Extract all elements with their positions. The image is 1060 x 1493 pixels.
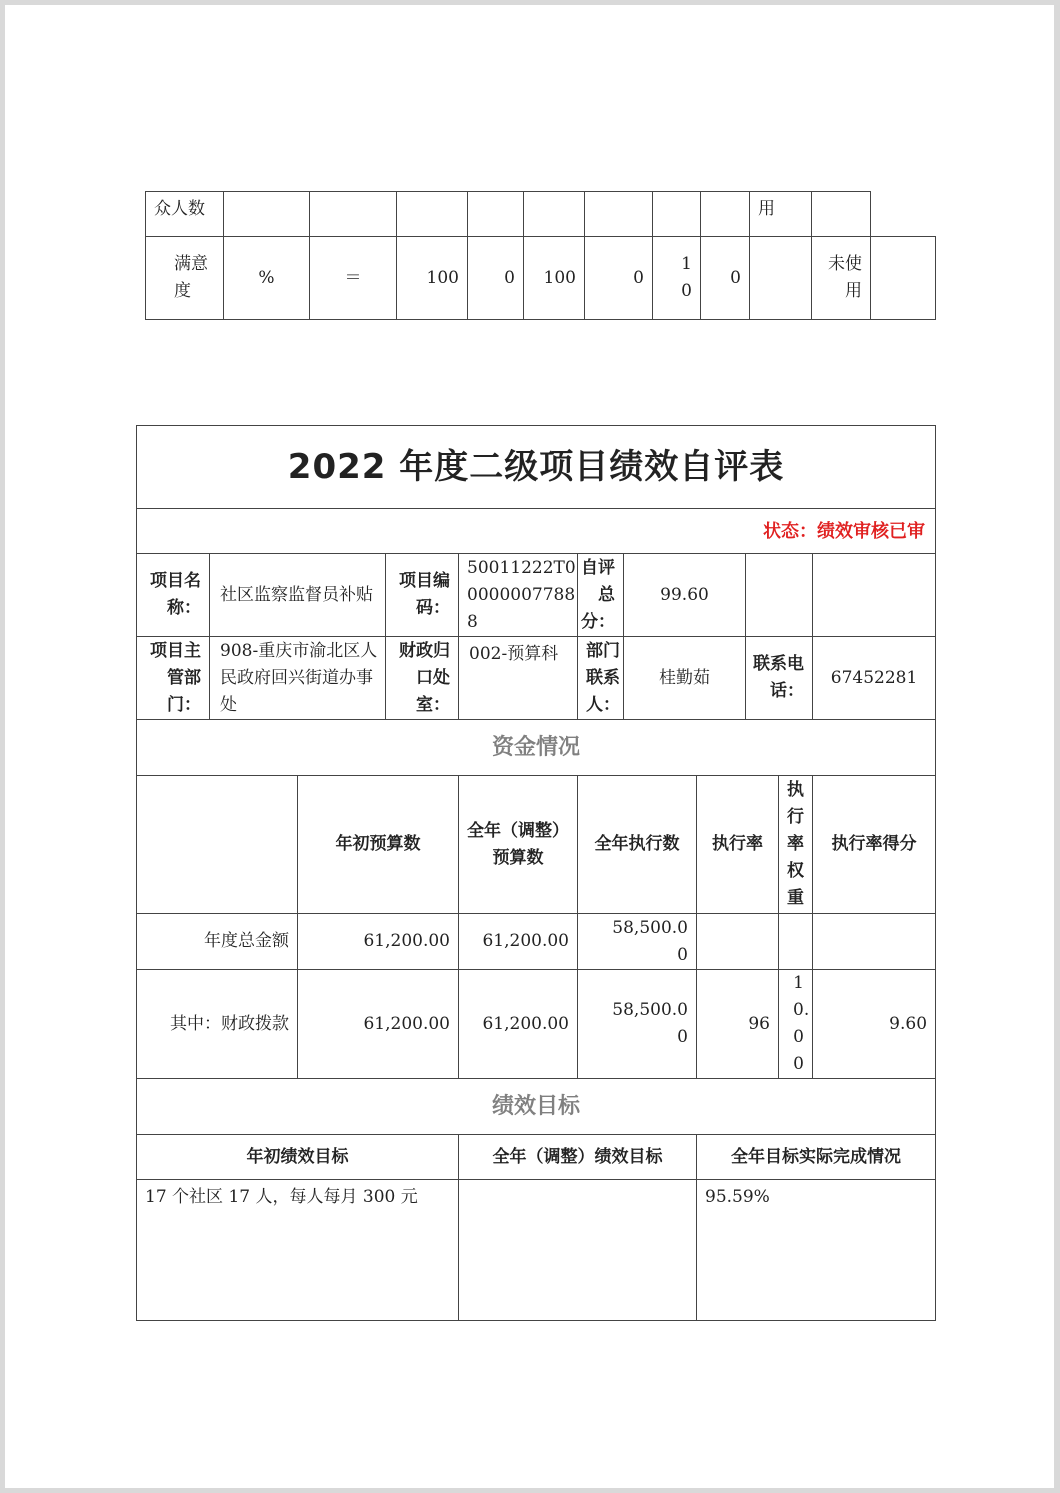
goals-adjusted	[459, 1180, 697, 1321]
phone-label: 联系电话：	[746, 637, 813, 720]
goals-header: 年初绩效目标	[137, 1135, 459, 1180]
funds-weight: 10.00	[779, 970, 813, 1079]
self-evaluation-form	[136, 425, 936, 1321]
funds-header: 年初预算数	[298, 776, 459, 914]
self-score-label: 自评总分：	[578, 554, 624, 637]
funds-header: 全年（调整）预算数	[459, 776, 578, 914]
project-name: 社区监察监督员补贴	[210, 554, 386, 637]
value-cell: 0	[701, 237, 750, 320]
value-cell: 100	[524, 237, 585, 320]
status-text: 状态：绩效审核已审	[137, 509, 936, 554]
dept-value: 908-重庆市渝北区人民政府回兴街道办事处	[210, 637, 386, 720]
funds-header: 执行率得分	[813, 776, 936, 914]
funds-executed: 58,500.00	[578, 970, 697, 1079]
value-cell: 0	[585, 237, 653, 320]
form-title: 2022 年度二级项目绩效自评表	[137, 426, 936, 509]
goals-actual: 95.59%	[697, 1180, 936, 1321]
finance-value: 002-预算科	[459, 637, 578, 720]
project-name-label: 项目名称：	[137, 554, 210, 637]
funds-header: 执行率	[697, 776, 779, 914]
funds-row-label: 年度总金额	[137, 914, 298, 970]
funds-header: 执行率权重	[779, 776, 813, 914]
indicator-label: 众人数	[146, 192, 224, 237]
contact-value: 桂勤茹	[624, 637, 746, 720]
funds-weight	[779, 914, 813, 970]
project-code: 50011222T000000077888	[459, 554, 578, 637]
funds-section-title: 资金情况	[137, 720, 936, 776]
value-cell: 0	[468, 237, 524, 320]
funds-score: 9.60	[813, 970, 936, 1079]
funds-rate: 96	[697, 970, 779, 1079]
goals-section-title: 绩效目标	[137, 1079, 936, 1135]
goals-header: 全年目标实际完成情况	[697, 1135, 936, 1180]
dept-label: 项目主管部门：	[137, 637, 210, 720]
goals-header: 全年（调整）绩效目标	[459, 1135, 697, 1180]
goals-initial: 17 个社区 17 人，每人每月 300 元	[137, 1180, 459, 1321]
funds-initial: 61,200.00	[298, 914, 459, 970]
finance-label: 财政归口处室：	[386, 637, 459, 720]
funds-executed: 58,500.00	[578, 914, 697, 970]
phone-value: 67452281	[813, 637, 936, 720]
funds-adjusted: 61,200.00	[459, 914, 578, 970]
funds-adjusted: 61,200.00	[459, 970, 578, 1079]
funds-row-label: 其中：财政拨款	[137, 970, 298, 1079]
target-cell: 100	[397, 237, 468, 320]
funds-initial: 61,200.00	[298, 970, 459, 1079]
note-cell: 未使用	[812, 237, 871, 320]
indicator-table	[145, 191, 936, 320]
funds-rate	[697, 914, 779, 970]
project-code-label: 项目编码：	[386, 554, 459, 637]
self-score: 99.60	[624, 554, 746, 637]
operator-cell: ＝	[310, 237, 397, 320]
funds-score	[813, 914, 936, 970]
value-cell: 10	[653, 237, 701, 320]
funds-header: 全年执行数	[578, 776, 697, 914]
unit-cell: %	[224, 237, 310, 320]
indicator-label: 满意度	[146, 237, 224, 320]
contact-label: 部门联系人：	[578, 637, 624, 720]
note-cell: 用	[750, 192, 812, 237]
